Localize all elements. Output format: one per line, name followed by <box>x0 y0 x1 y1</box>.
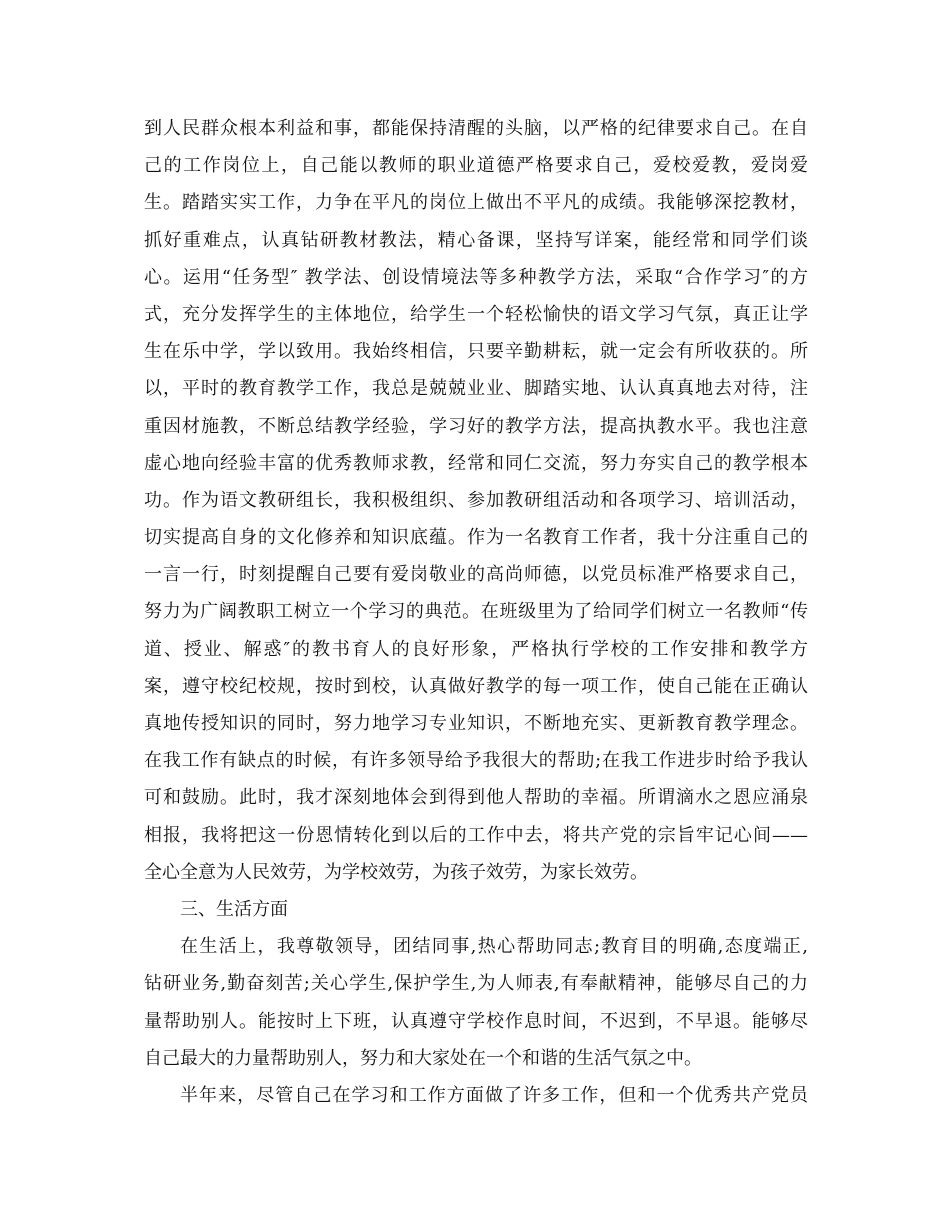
body-line: 式，充分发挥学生的主体地位，给学生一个轻松愉快的语文学习气氛，真正让学 <box>144 303 808 325</box>
body-line: 努力为广阔教职工树立一个学习的典范。在班级里为了给同学们树立一名教师“传 <box>144 601 808 623</box>
life-paragraph-line: 量帮助别人。能按时上下班，认真遵守学校作息时间，不迟到，不早退。能够尽 <box>144 1010 808 1032</box>
body-line: 全心全意为人民效劳，为学校效劳，为孩子效劳，为家长效劳。 <box>144 861 648 883</box>
body-line: 己的工作岗位上，自己能以教师的职业道德严格要求自己，爱校爱教，爱岗爱 <box>144 155 808 177</box>
section-heading: 三、生活方面 <box>180 898 288 920</box>
closing-paragraph-line: 半年来，尽管自己在学习和工作方面做了许多工作，但和一个优秀共产党员 <box>180 1084 808 1106</box>
body-line: 以，平时的教育教学工作，我总是兢兢业业、脚踏实地、认认真真地去对待，注 <box>144 378 808 400</box>
body-line: 道、授业、解惑″的教书育人的良好形象，严格执行学校的工作安排和教学方 <box>144 638 808 660</box>
body-line: 功。作为语文教研组长，我积极组织、参加教研组活动和各项学习、培训活动， <box>144 489 808 511</box>
body-line: 生在乐中学，学以致用。我始终相信，只要辛勤耕耘，就一定会有所收获的。所 <box>144 341 808 363</box>
document-body <box>144 110 808 1114</box>
body-line: 抓好重难点，认真钻研教材教法，精心备课，坚持写详案，能经常和同学们谈 <box>144 229 808 251</box>
body-line: 可和鼓励。此时，我才深刻地体会到得到他人帮助的幸福。所谓滴水之恩应涌泉 <box>144 787 808 809</box>
body-line: 真地传授知识的同时，努力地学习专业知识，不断地充实、更新教育教学理念。 <box>144 713 808 734</box>
body-line: 心。运用“任务型″ 教学法、创设情境法等多种教学方法，采取“合作学习″的方 <box>144 266 808 288</box>
life-paragraph-line: 在生活上，我尊敬领导，团结同事,热心帮助同志;教育目的明确,态度端正, <box>180 936 808 958</box>
body-line: 虚心地向经验丰富的优秀教师求教，经常和同仁交流，努力夯实自己的教学根本 <box>144 452 808 474</box>
body-line: 切实提高自身的文化修养和知识底蕴。作为一名教育工作者，我十分注重自己的 <box>144 527 808 549</box>
body-line: 相报，我将把这一份恩情转化到以后的工作中去，将共产党的宗旨牢记心间—— <box>144 824 808 846</box>
body-line: 重因材施教，不断总结教学经验，学习好的教学方法，提高执教水平。我也注意 <box>144 415 808 437</box>
life-paragraph-line: 自己最大的力量帮助别人，努力和大家处在一个和谐的生活气氛之中。 <box>144 1047 702 1069</box>
life-paragraph-line: 钻研业务,勤奋刻苦;关心学生,保护学生,为人师表,有奉献精神，能够尽自己的力 <box>144 973 808 995</box>
body-line: 一言一行，时刻提醒自己要有爱岗敬业的高尚师德，以党员标准严格要求自己， <box>144 564 808 586</box>
body-line: 生。踏踏实实工作，力争在平凡的岗位上做出不平凡的成绩。我能够深挖教材， <box>144 192 808 214</box>
body-line: 案，遵守校纪校规，按时到校，认真做好教学的每一项工作，使自己能在正确认 <box>144 675 808 697</box>
body-line: 到人民群众根本利益和事，都能保持清醒的头脑，以严格的纪律要求自己。在自 <box>144 118 808 139</box>
body-line: 在我工作有缺点的时候，有许多领导给予我很大的帮助;在我工作进步时给予我认 <box>144 750 808 772</box>
